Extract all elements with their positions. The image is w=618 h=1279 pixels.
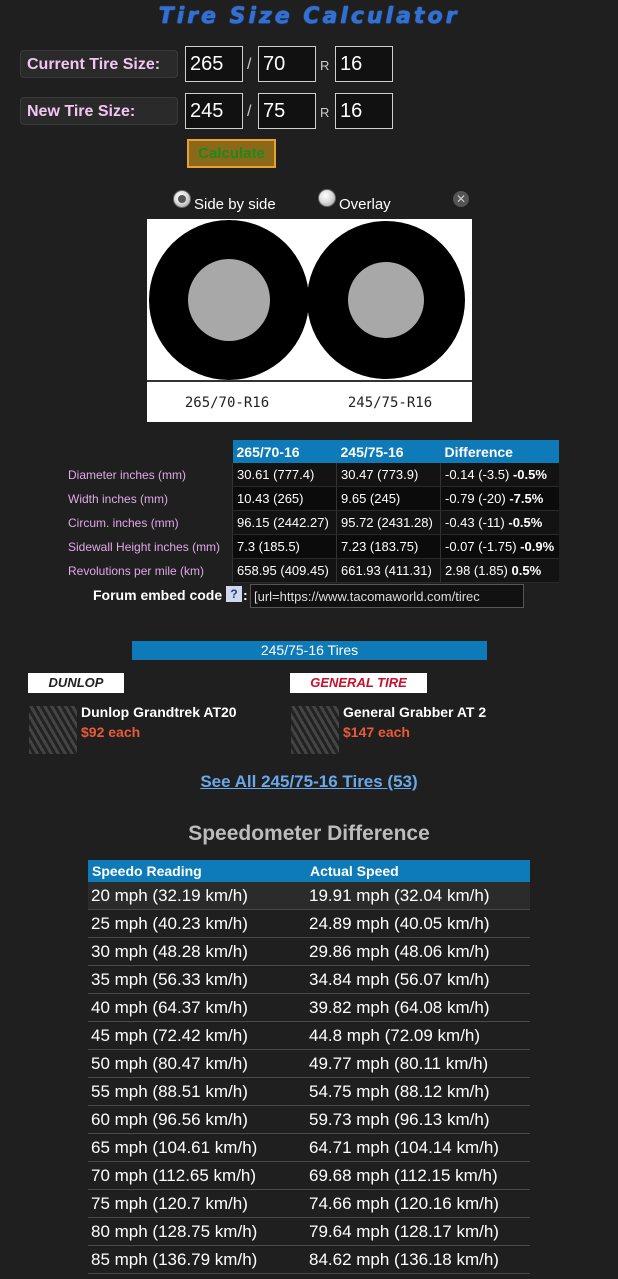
- close-icon[interactable]: ✕: [453, 191, 469, 207]
- current-value: 7.3 (185.5): [233, 535, 337, 559]
- speedometer-title: Speedometer Difference: [188, 822, 430, 845]
- forum-embed-input[interactable]: [250, 584, 524, 608]
- side-by-side-label[interactable]: Side by side: [194, 196, 276, 213]
- comparison-table: [60, 440, 559, 583]
- help-icon[interactable]: ?: [226, 586, 242, 602]
- difference-value: [441, 511, 559, 535]
- actual-speed: 59.73 mph (96.13 km/h): [306, 1106, 530, 1134]
- actual-speed: 79.64 mph (128.17 km/h): [306, 1218, 530, 1246]
- comparison-row: [60, 511, 559, 535]
- speedo-row: [88, 1162, 530, 1190]
- actual-speed: 19.91 mph (32.04 km/h): [306, 882, 530, 910]
- speedo-row: [88, 1218, 530, 1246]
- row-label: Sidewall Height inches (mm): [68, 539, 221, 554]
- calculate-button[interactable]: Calculate: [187, 139, 276, 168]
- current-rim-input[interactable]: [335, 46, 393, 82]
- new-value: 7.23 (183.75): [337, 535, 441, 559]
- actual-speed: 24.89 mph (40.05 km/h): [306, 910, 530, 938]
- speedo-row: [88, 1106, 530, 1134]
- difference-amount: -0.07 (-1.75): [445, 539, 517, 554]
- speedo-reading: 70 mph (112.65 km/h): [88, 1162, 306, 1190]
- speedo-row: [88, 1050, 530, 1078]
- side-by-side-radio[interactable]: [173, 190, 191, 208]
- speedo-reading: 25 mph (40.23 km/h): [88, 910, 306, 938]
- tire-name[interactable]: General Grabber AT 2: [343, 704, 487, 720]
- forum-embed-label: Forum embed code: [93, 587, 223, 603]
- tire-price: $147 each: [343, 724, 410, 740]
- speedo-reading: 85 mph (136.79 km/h): [88, 1246, 306, 1274]
- current-tire-size-label: Current Tire Size:: [20, 50, 178, 78]
- tires-section-header: 245/75-16 Tires: [132, 641, 487, 660]
- comparison-row: [60, 463, 559, 487]
- speedo-row: [88, 882, 530, 910]
- actual-speed: 44.8 mph (72.09 km/h): [306, 1022, 530, 1050]
- difference-value: [441, 463, 559, 487]
- difference-percent: 0.5%: [511, 563, 542, 578]
- dunlop-logo[interactable]: DUNLOP: [28, 673, 124, 693]
- actual-speed: 49.77 mph (80.11 km/h): [306, 1050, 530, 1078]
- row-label: Circum. inches (mm): [68, 515, 179, 530]
- difference-value: [441, 559, 559, 583]
- current-rim-shape: [188, 259, 270, 341]
- tire-name[interactable]: Dunlop Grandtrek AT20: [81, 704, 237, 720]
- speedo-reading: 30 mph (48.28 km/h): [88, 938, 306, 966]
- new-rim-input[interactable]: [335, 93, 393, 129]
- speedo-reading: 40 mph (64.37 km/h): [88, 994, 306, 1022]
- forum-colon: :: [243, 587, 248, 603]
- speedo-row: [88, 966, 530, 994]
- new-value: 30.47 (773.9): [337, 463, 441, 487]
- current-value: 96.15 (2442.27): [233, 511, 337, 535]
- speedo-row: [88, 1134, 530, 1162]
- actual-speed: 29.86 mph (48.06 km/h): [306, 938, 530, 966]
- speedo-row: [88, 1078, 530, 1106]
- speedo-reading: 65 mph (104.61 km/h): [88, 1134, 306, 1162]
- new-tire-size-label: New Tire Size:: [20, 97, 178, 125]
- difference-amount: -0.43 (-11): [445, 515, 505, 530]
- difference-value: [441, 487, 559, 511]
- col-difference: Difference: [441, 440, 559, 463]
- overlay-radio[interactable]: [318, 189, 336, 207]
- current-tire-caption: 265/70-R16: [184, 395, 270, 411]
- difference-amount: -0.14 (-3.5): [445, 467, 510, 482]
- comparison-row: [60, 535, 559, 559]
- col-actual-speed: Actual Speed: [306, 860, 530, 882]
- speedo-row: [88, 1246, 530, 1274]
- rim-r-label: R: [320, 58, 330, 73]
- new-ratio-input[interactable]: [258, 93, 316, 129]
- new-tire-caption: 245/75-R16: [347, 395, 433, 411]
- speedo-reading: 60 mph (96.56 km/h): [88, 1106, 306, 1134]
- current-ratio-input[interactable]: [258, 46, 316, 82]
- tire-comparison-panel: [147, 219, 472, 422]
- col-current: 265/70-16: [233, 440, 337, 463]
- rim-r-label: R: [320, 105, 330, 120]
- new-value: 95.72 (2431.28): [337, 511, 441, 535]
- new-rim-shape: [348, 262, 424, 338]
- actual-speed: 69.68 mph (112.15 km/h): [306, 1162, 530, 1190]
- difference-percent: -0.5%: [508, 515, 543, 530]
- current-value: 30.61 (777.4): [233, 463, 337, 487]
- difference-amount: 2.98 (1.85): [445, 563, 508, 578]
- slash-separator: /: [247, 56, 252, 73]
- speedo-row: [88, 1022, 530, 1050]
- current-value: 10.43 (265): [233, 487, 337, 511]
- general-tire-logo[interactable]: GENERAL TIRE: [290, 673, 427, 693]
- comparison-row: [60, 559, 559, 583]
- page-title: Tire Size Calculator: [158, 4, 460, 29]
- difference-value: [441, 535, 559, 559]
- speedo-row: [88, 910, 530, 938]
- speedo-reading: 55 mph (88.51 km/h): [88, 1078, 306, 1106]
- current-width-input[interactable]: [185, 46, 243, 82]
- actual-speed: 74.66 mph (120.16 km/h): [306, 1190, 530, 1218]
- actual-speed: 39.82 mph (64.08 km/h): [306, 994, 530, 1022]
- speedo-reading: 50 mph (80.47 km/h): [88, 1050, 306, 1078]
- actual-speed: 64.71 mph (104.14 km/h): [306, 1134, 530, 1162]
- difference-percent: -7.5%: [509, 491, 544, 506]
- new-width-input[interactable]: [185, 93, 243, 129]
- actual-speed: 34.84 mph (56.07 km/h): [306, 966, 530, 994]
- speedo-reading: 80 mph (128.75 km/h): [88, 1218, 306, 1246]
- speedo-row: [88, 994, 530, 1022]
- col-new: 245/75-16: [337, 440, 441, 463]
- overlay-label[interactable]: Overlay: [339, 196, 391, 213]
- slash-separator: /: [247, 103, 252, 120]
- speedo-reading: 75 mph (120.7 km/h): [88, 1190, 306, 1218]
- dunlop-tire-image[interactable]: [29, 706, 77, 754]
- speedo-row: [88, 1190, 530, 1218]
- comparison-row: [60, 487, 559, 511]
- new-value: 661.93 (411.31): [337, 559, 441, 583]
- row-label: Diameter inches (mm): [68, 467, 187, 482]
- tire-price: $92 each: [81, 724, 141, 740]
- speedo-reading: 45 mph (72.42 km/h): [88, 1022, 306, 1050]
- speedo-reading: 35 mph (56.33 km/h): [88, 966, 306, 994]
- difference-amount: -0.79 (-20): [445, 491, 506, 506]
- new-value: 9.65 (245): [337, 487, 441, 511]
- row-label: Width inches (mm): [68, 491, 169, 506]
- row-label: Revolutions per mile (km): [68, 563, 205, 578]
- speedometer-table: [88, 860, 530, 1274]
- general-tire-image[interactable]: [291, 706, 339, 754]
- actual-speed: 54.75 mph (88.12 km/h): [306, 1078, 530, 1106]
- see-all-tires-link[interactable]: See All 245/75-16 Tires (53): [200, 772, 418, 791]
- difference-percent: -0.9%: [520, 539, 555, 554]
- current-value: 658.95 (409.45): [233, 559, 337, 583]
- difference-percent: -0.5%: [512, 467, 547, 482]
- speedo-reading: 20 mph (32.19 km/h): [88, 882, 306, 910]
- actual-speed: 84.62 mph (136.18 km/h): [306, 1246, 530, 1274]
- speedo-row: [88, 938, 530, 966]
- col-speedo-reading: Speedo Reading: [88, 860, 306, 882]
